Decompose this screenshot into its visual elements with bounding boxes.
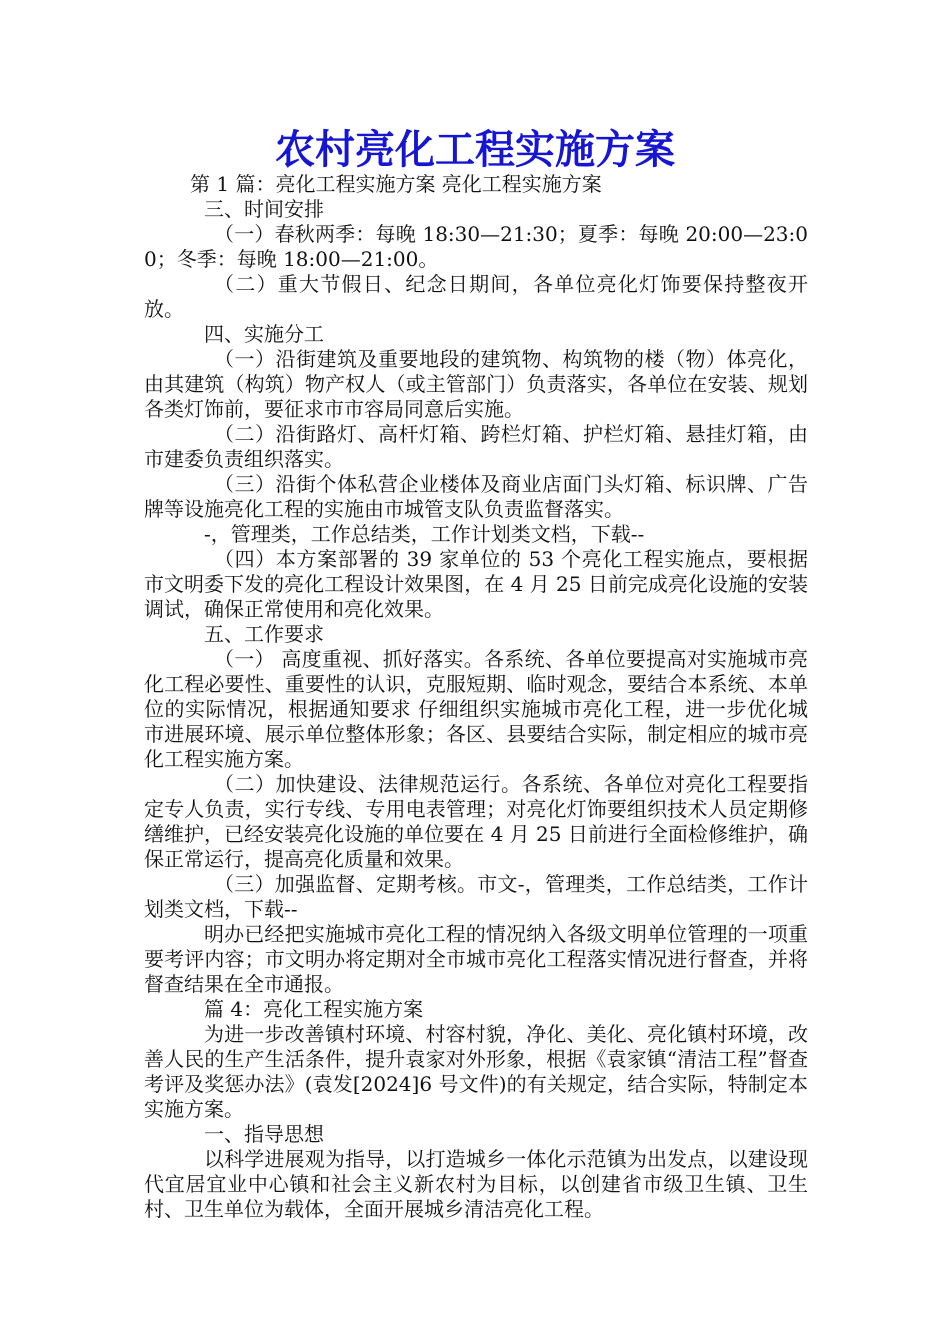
paragraph: 五、工作要求 xyxy=(204,622,324,646)
paragraph: 篇 4：亮化工程实施方案 xyxy=(204,997,424,1021)
paragraph: （四）本方案部署的 39 家单位的 53 个亮化工程实施点，要根据市文明委下发的亮化工程设计效果图，在 4 月 25 日前完成亮化设施的安装调试，确保正常使用和亮化效果。 xyxy=(144,547,808,621)
paragraph: （三）沿街个体私营企业楼体及商业店面门头灯箱、标识牌、广告牌等设施亮化工程的实施由市城管支队负责监督落实。 xyxy=(144,472,808,521)
paragraph: 为进一步改善镇村环境、村容村貌，净化、美化、亮化镇村环境，改善人民的生产生活条件，提升袁家对外形象，根据《袁家镇“清洁工程”督查考评及奖惩办法》(袁发[2024]6 号文件)的有关规定，结合实际，特制定本实施方案。 xyxy=(144,1022,808,1121)
paragraph: （二）重大节假日、纪念日期间，各单位亮化灯饰要保持整夜开放。 xyxy=(144,272,808,321)
paragraph: 四、实施分工 xyxy=(204,322,324,346)
paragraph: （一）沿街建筑及重要地段的建筑物、构筑物的楼（物）体亮化，由其建筑（构筑）物产权人（或主管部门）负责落实，各单位在安装、规划各类灯饰前，要征求市市容局同意后实施。 xyxy=(144,347,808,421)
paragraph: 第 1 篇：亮化工程实施方案 亮化工程实施方案 xyxy=(190,172,602,196)
document-title: 农村亮化工程实施方案 xyxy=(275,126,675,173)
document-body xyxy=(144,172,808,1222)
paragraph: 以科学进展观为指导，以打造城乡一体化示范镇为出发点，以建设现代宜居宜业中心镇和社会主义新农村为目标，以创建省市级卫生镇、卫生村、卫生单位为载体，全面开展城乡清洁亮化工程。 xyxy=(144,1147,808,1221)
paragraph: 明办已经把实施城市亮化工程的情况纳入各级文明单位管理的一项重要考评内容；市文明办将定期对全市城市亮化工程落实情况进行督查，并将督查结果在全市通报。 xyxy=(144,922,808,996)
paragraph: （一）春秋两季：每晚 18:30—21:30；夏季：每晚 20:00—23:00；冬季：每晚 18:00—21:00。 xyxy=(144,222,808,271)
paragraph: -，管理类，工作总结类，工作计划类文档，下载-- xyxy=(204,522,645,546)
paragraph: 三、时间安排 xyxy=(204,197,324,221)
paragraph: 一、指导思想 xyxy=(204,1122,324,1146)
paragraph: （一） 高度重视、抓好落实。各系统、各单位要提高对实施城市亮化工程必要性、重要性的认识，克服短期、临时观念，要结合本系统、本单位的实际情况，根据通知要求 仔细组织实施城市亮化工程，进一步优化城市进展环境、展示单位整体形象；各区、县要结合实际，制定相应的城市亮化工程实施方案。 xyxy=(144,647,808,771)
paragraph: （二）沿街路灯、高杆灯箱、跨栏灯箱、护栏灯箱、悬挂灯箱，由市建委负责组织落实。 xyxy=(144,422,808,471)
paragraph: （三）加强监督、定期考核。市文-，管理类，工作总结类，工作计划类文档，下载-- xyxy=(144,872,808,921)
paragraph: （二）加快建设、法律规范运行。各系统、各单位对亮化工程要指定专人负责，实行专线、专用电表管理；对亮化灯饰要组织技术人员定期修缮维护，已经安装亮化设施的单位要在 4 月 25 日前进行全面检修维护，确保正常运行，提高亮化质量和效果。 xyxy=(144,772,808,871)
